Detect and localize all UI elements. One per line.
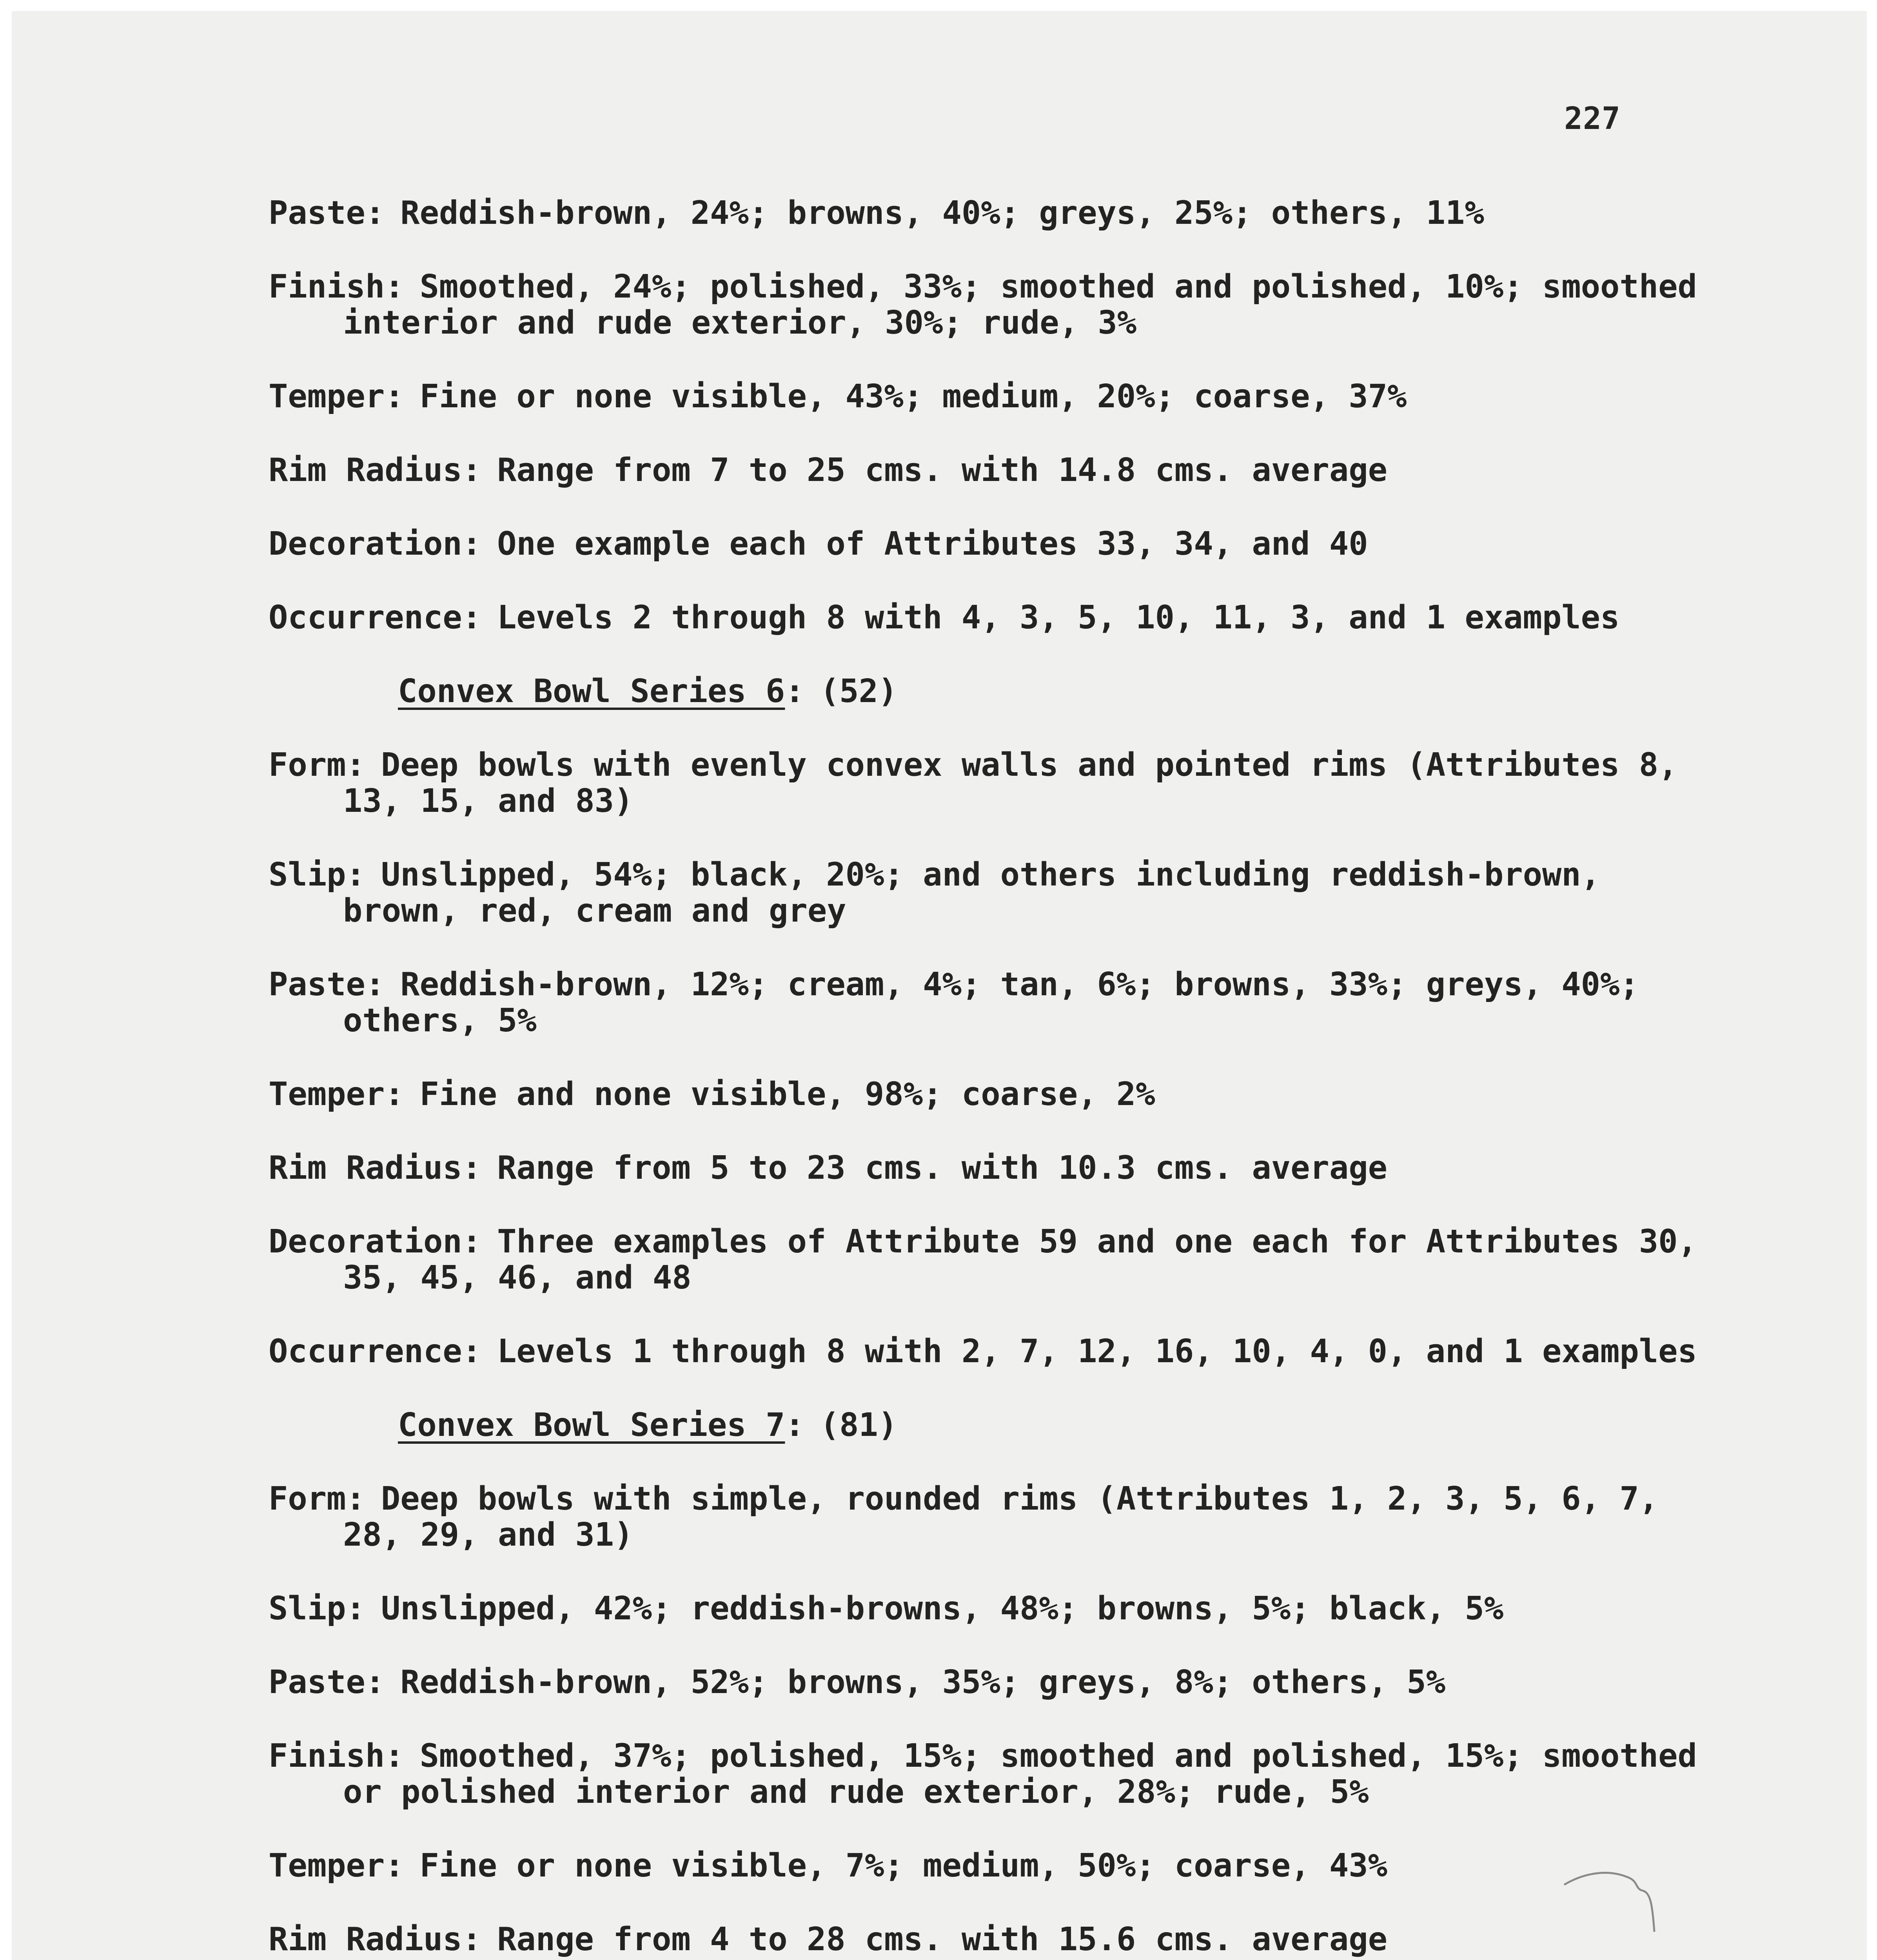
entry-text: Fine and none visible, 98%; coarse, 2% [419, 1076, 1155, 1113]
entry-text: Unslipped, 54%; black, 20%; and others including reddish-brown, brown, red, cream and grey [343, 856, 1620, 929]
entry-label: Rim Radius: [269, 1149, 482, 1187]
series-7-temper [269, 1848, 1719, 1884]
entry-text: Unslipped, 42%; reddish-browns, 48%; browns, 5%; black, 5% [381, 1590, 1504, 1627]
series-7-colon: : [785, 1406, 804, 1444]
entry-text: Smoothed, 37%; polished, 15%; smoothed and polished, 15%; smoothed or polished interior and rude exterior, 28%; rude, 5% [343, 1737, 1717, 1811]
entry-label: Rim Radius: [269, 452, 482, 489]
entry-label: Form: [269, 1480, 365, 1517]
series-6-form [269, 747, 1719, 819]
entry-label: Finish: [269, 1737, 404, 1775]
page-number: 227 [1564, 101, 1621, 136]
entry-label: Paste: [269, 966, 385, 1003]
series-6-heading [398, 673, 1719, 710]
entry-label: Slip: [269, 856, 365, 893]
series-7-heading [398, 1407, 1719, 1443]
series-6-occurrence [269, 1334, 1719, 1370]
entry-text: Reddish-brown, 52%; browns, 35%; greys, 8%; others, 5% [400, 1664, 1446, 1701]
series-6-slip [269, 857, 1719, 929]
series-7-slip [269, 1591, 1719, 1627]
entry-label: Form: [269, 746, 365, 784]
entry-paste [269, 195, 1719, 231]
entry-label: Rim Radius: [269, 1921, 482, 1958]
entry-text: Deep bowls with evenly convex walls and pointed rims (Attributes 8, 13, 15, and 83) [343, 746, 1697, 820]
series-6-rim-radius [269, 1150, 1719, 1186]
series-7-rim-radius [269, 1922, 1719, 1958]
entry-decoration [269, 526, 1719, 562]
entry-text: Range from 4 to 28 cms. with 15.6 cms. average [497, 1921, 1387, 1958]
entry-label: Temper: [269, 1847, 404, 1884]
series-7-finish [269, 1738, 1719, 1810]
entry-text: Levels 1 through 8 with 2, 7, 12, 16, 10, 4, 0, and 1 examples [497, 1333, 1697, 1370]
series-7-form [269, 1481, 1719, 1553]
series-7-paste [269, 1664, 1719, 1700]
entry-text: Three examples of Attribute 59 and one each for Attributes 30, 35, 45, 46, and 48 [343, 1223, 1717, 1296]
entry-temper [269, 379, 1719, 415]
entry-label: Occurrence: [269, 1333, 482, 1370]
series-6-colon: : [785, 673, 804, 710]
pencil-scratch-mark [1560, 1869, 1678, 1940]
entry-text: Deep bowls with simple, rounded rims (Attributes 1, 2, 3, 5, 6, 7, 28, 29, and 31) [343, 1480, 1678, 1553]
entry-text: Reddish-brown, 24%; browns, 40%; greys, 25%; others, 11% [400, 194, 1484, 232]
series-6-decoration [269, 1224, 1719, 1296]
entry-text: Range from 5 to 23 cms. with 10.3 cms. average [497, 1149, 1387, 1187]
entry-text: Smoothed, 24%; polished, 33%; smoothed and polished, 10%; smoothed interior and rude exterior, 30%; rude, 3% [343, 268, 1717, 341]
entry-text: Reddish-brown, 12%; cream, 4%; tan, 6%; browns, 33%; greys, 40%; others, 5% [343, 966, 1659, 1039]
entry-label: Decoration: [269, 1223, 482, 1260]
entry-text: Fine or none visible, 7%; medium, 50%; coarse, 43% [419, 1847, 1387, 1884]
series-7-title: Convex Bowl Series 7 [398, 1406, 785, 1444]
entry-text: Range from 7 to 25 cms. with 14.8 cms. average [497, 452, 1387, 489]
typed-page [12, 11, 1867, 1960]
entry-text: Fine or none visible, 43%; medium, 20%; coarse, 37% [419, 378, 1407, 415]
entry-text: One example each of Attributes 33, 34, and 40 [497, 525, 1368, 563]
series-6-paste [269, 967, 1719, 1039]
entry-occurrence [269, 600, 1719, 636]
page-content [269, 195, 1719, 1960]
entry-finish [269, 269, 1719, 341]
entry-label: Decoration: [269, 525, 482, 563]
entry-label: Finish: [269, 268, 404, 305]
entry-label: Occurrence: [269, 599, 482, 636]
series-6-title: Convex Bowl Series 6 [398, 673, 785, 710]
entry-text: Levels 2 through 8 with 4, 3, 5, 10, 11, 3, and 1 examples [497, 599, 1620, 636]
series-7-count: (81) [820, 1406, 898, 1444]
entry-label: Temper: [269, 378, 404, 415]
entry-label: Temper: [269, 1076, 404, 1113]
entry-label: Paste: [269, 1664, 385, 1701]
entry-label: Paste: [269, 194, 385, 232]
entry-label: Slip: [269, 1590, 365, 1627]
series-6-temper [269, 1076, 1719, 1112]
series-6-count: (52) [820, 673, 898, 710]
entry-rim-radius [269, 452, 1719, 488]
